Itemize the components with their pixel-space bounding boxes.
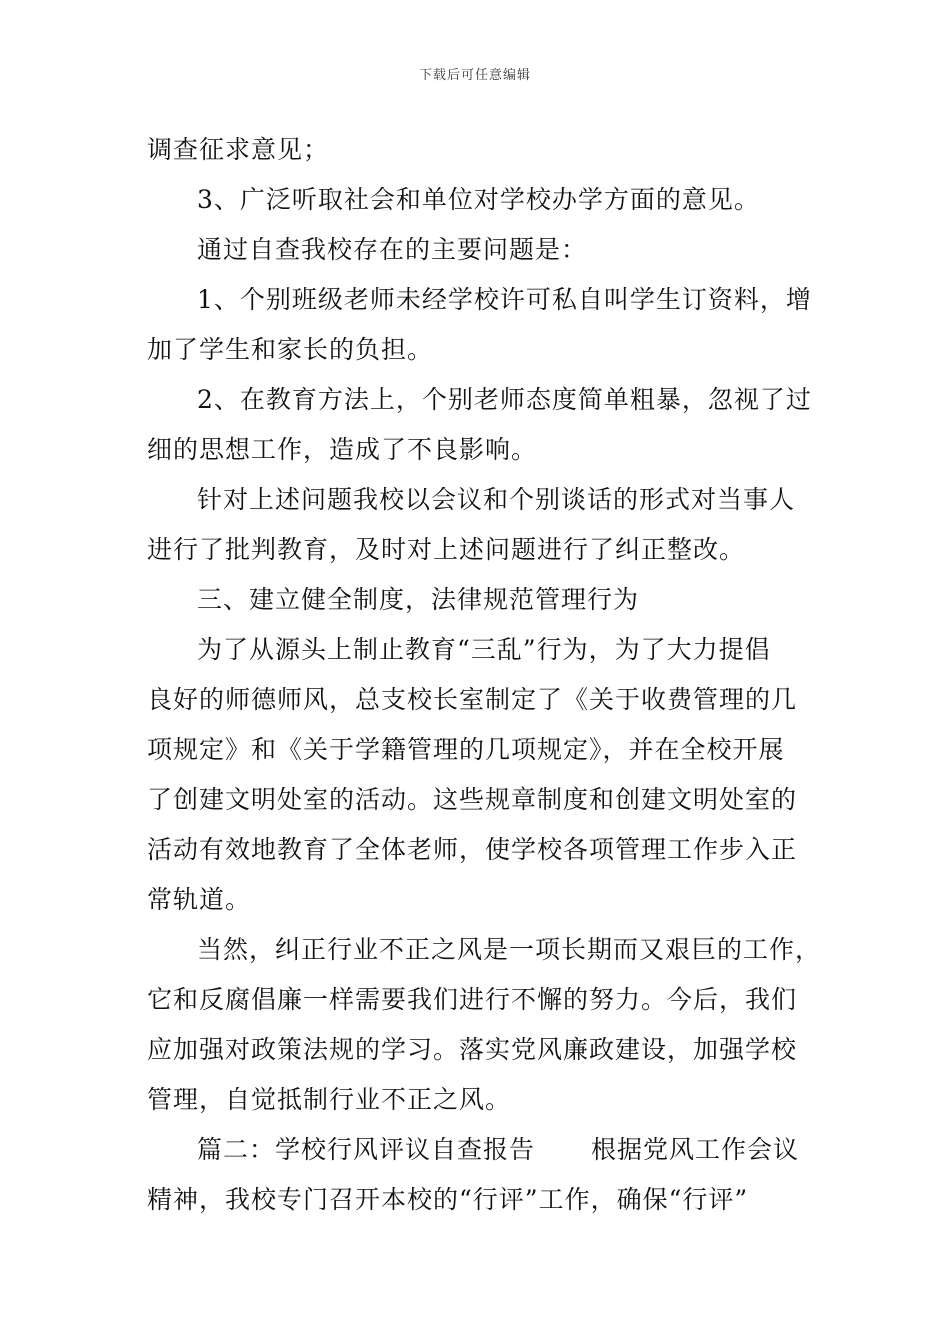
text-line: 为了从源头上制止教育“三乱”行为，为了大力提倡: [197, 635, 771, 664]
page-header: 下载后可任意编辑: [418, 68, 531, 83]
text-line: 精神，我校专门召开本校的“行评”工作，确保“行评”: [147, 1185, 749, 1214]
text-line: 2、在教育方法上，个别老师态度简单粗暴，忽视了过: [197, 385, 812, 414]
text-line: 应加强对政策法规的学习。落实党风廉政建设，加强学校: [147, 1035, 798, 1064]
section-heading: 三、建立健全制度，法律规范管理行为: [197, 585, 640, 614]
text-line: 通过自查我校存在的主要问题是：: [197, 235, 588, 264]
text-line: 加了学生和家长的负担。: [147, 335, 434, 364]
text-line: 良好的师德师风，总支校长室制定了《关于收费管理的几: [147, 685, 798, 714]
text-line: 当然，纠正行业不正之风是一项长期而又艰巨的工作，: [197, 935, 822, 964]
section-continuation: 根据党风工作会议: [591, 1135, 800, 1164]
section-title-line: [147, 1125, 812, 1175]
text-line: 它和反腐倡廉一样需要我们进行不懈的努力。今后，我们: [147, 985, 798, 1014]
document-body: [147, 125, 822, 1225]
text-line: 1、个别班级老师未经学校许可私自叫学生订资料，增: [197, 285, 812, 314]
text-line: 活动有效地教育了全体老师，使学校各项管理工作步入正: [147, 835, 798, 864]
text-line: 常轨道。: [147, 885, 252, 914]
text-line: 3、广泛听取社会和单位对学校办学方面的意见。: [197, 185, 760, 214]
text-line: 细的思想工作，造成了不良影响。: [147, 435, 538, 464]
text-line: 调查征求意见；: [147, 135, 330, 164]
text-line: 管理，自觉抵制行业不正之风。: [147, 1085, 512, 1114]
text-line: 针对上述问题我校以会议和个别谈话的形式对当事人: [197, 485, 796, 514]
text-line: 进行了批判教育，及时对上述问题进行了纠正整改。: [147, 535, 746, 564]
text-line: 项规定》和《关于学籍管理的几项规定》，并在全校开展: [147, 735, 785, 764]
section-title: 篇二：学校行风评议自查报告: [197, 1135, 536, 1164]
text-line: 了创建文明处室的活动。这些规章制度和创建文明处室的: [147, 785, 798, 814]
